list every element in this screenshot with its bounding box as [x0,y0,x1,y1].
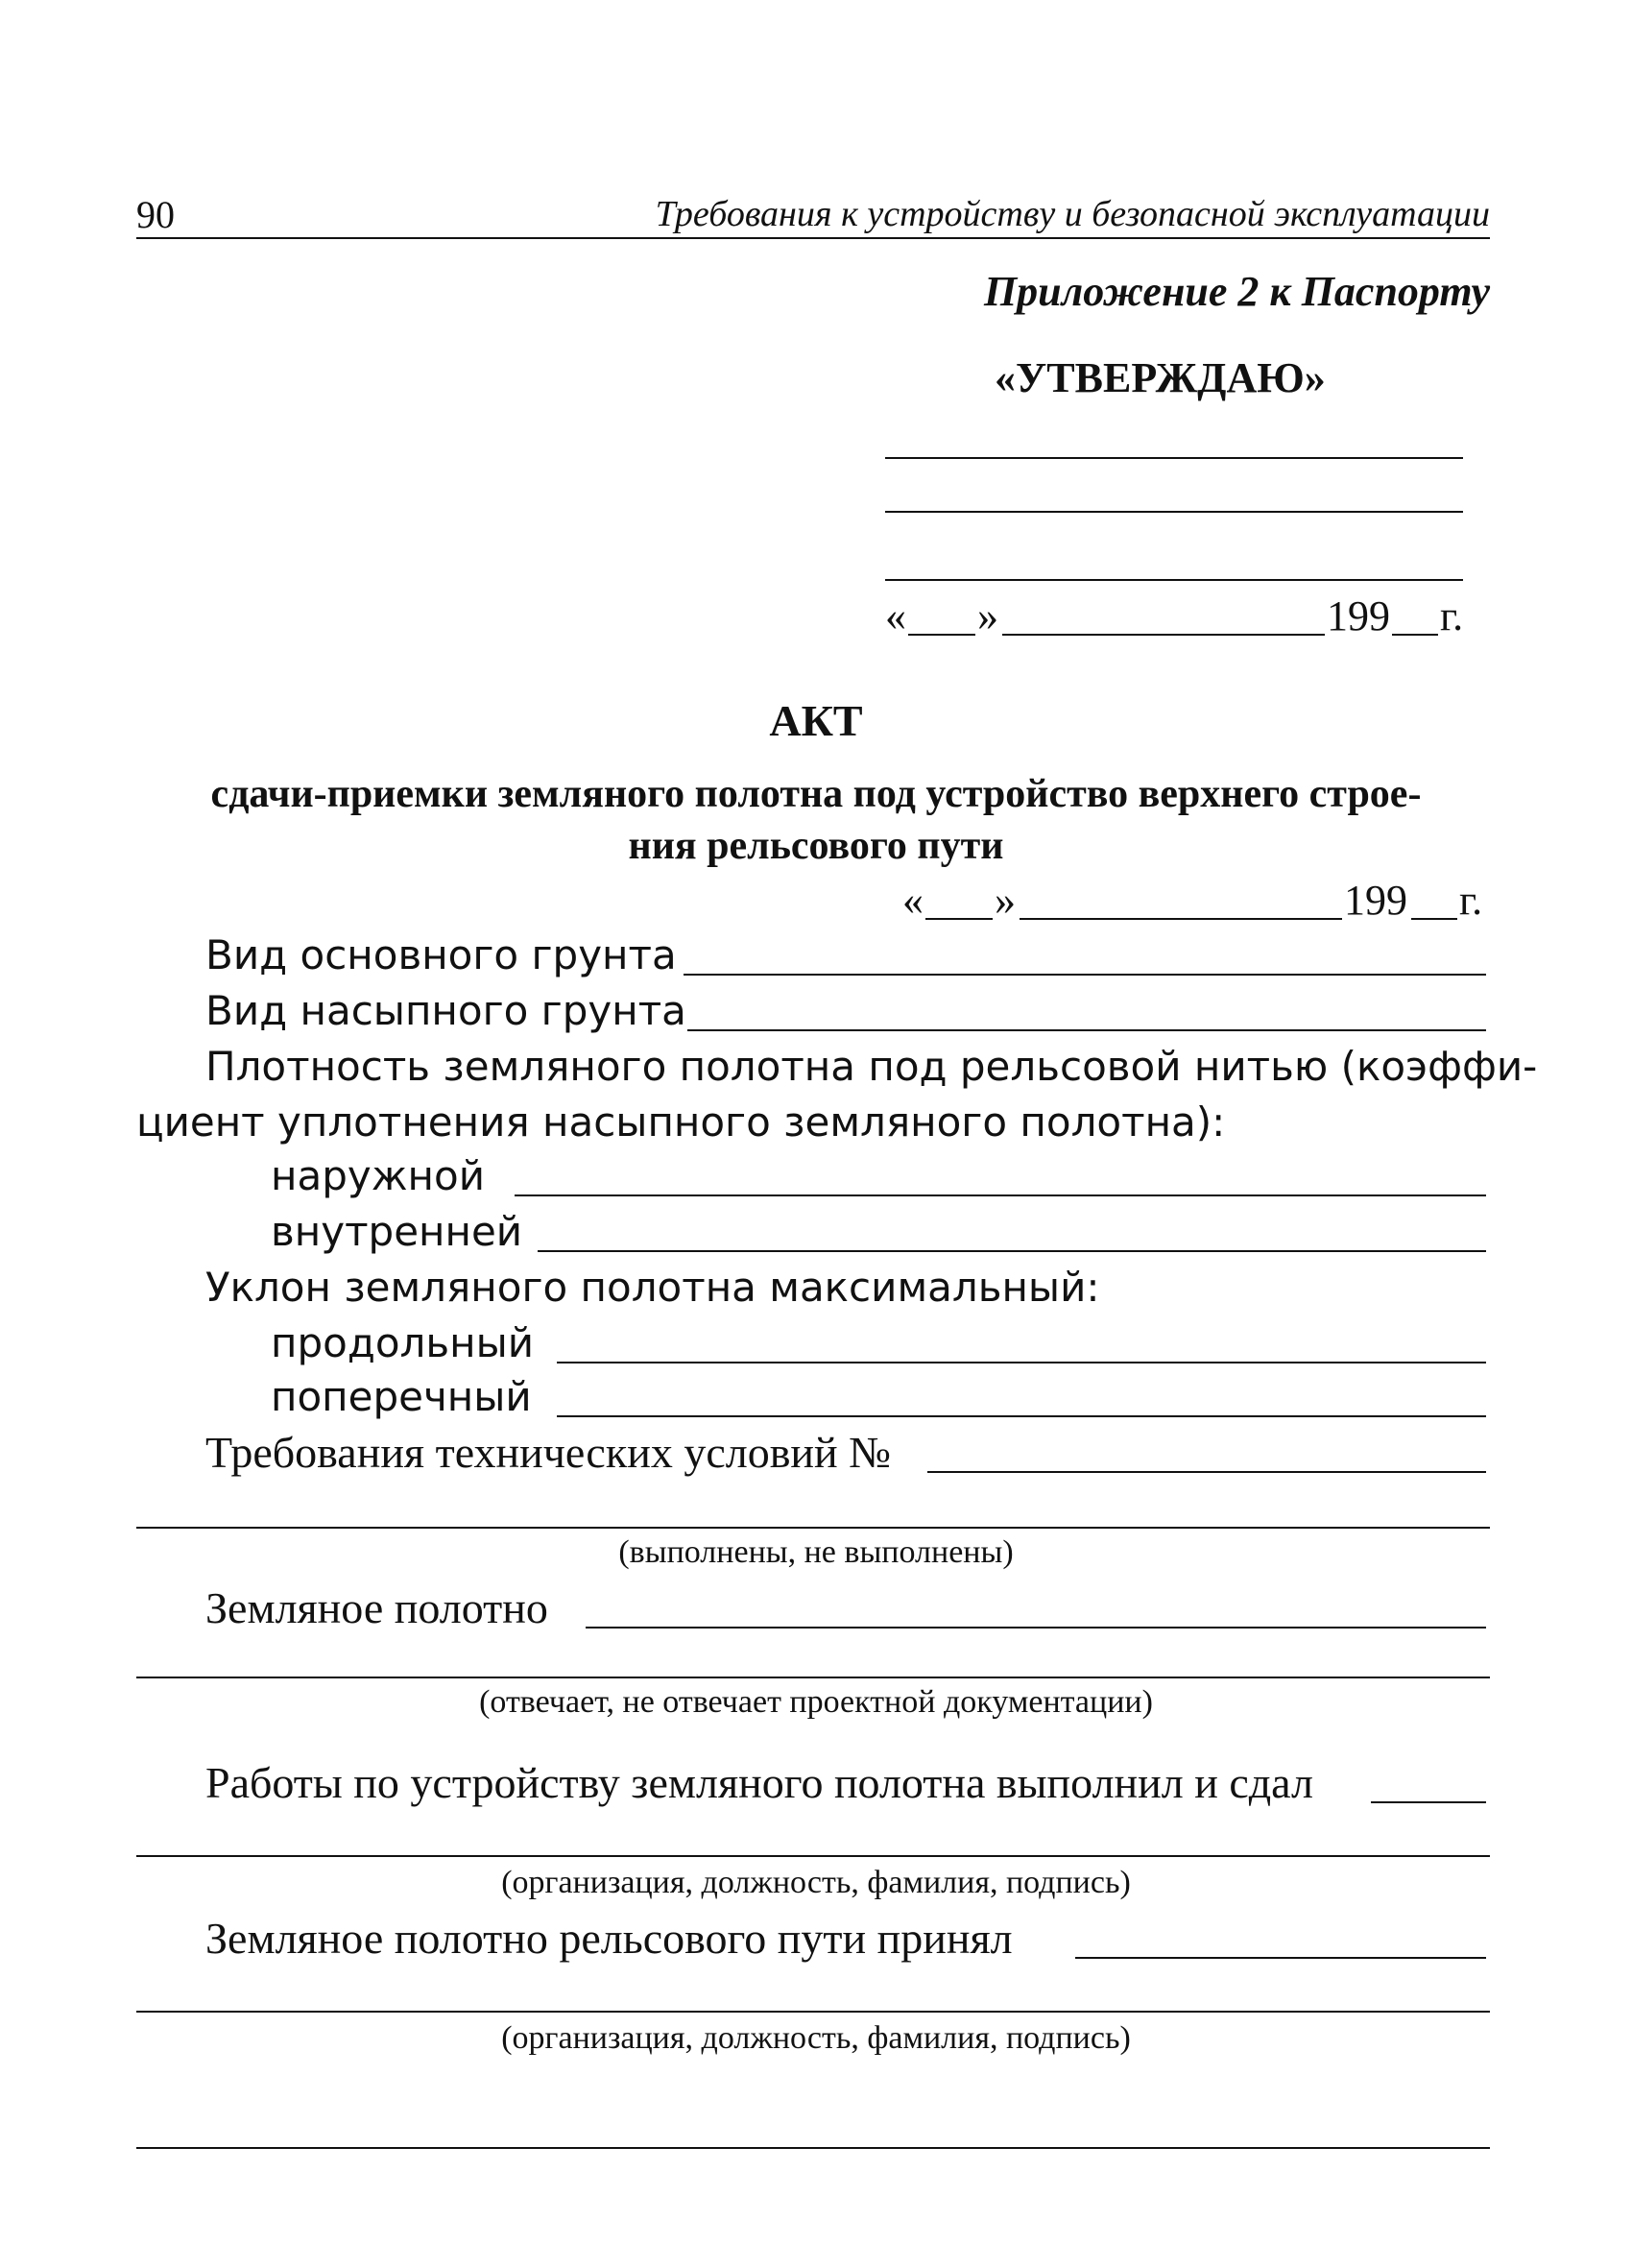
approval-day-blank [908,634,975,636]
act-year-blank [1411,918,1457,920]
inner-label: внутренней [271,1208,523,1255]
works-done-signature-field[interactable] [136,1855,1490,1857]
main-soil-label: Вид основного грунта [205,931,677,978]
accepted-field[interactable] [1075,1957,1486,1959]
roadbed-result-field[interactable] [136,1677,1490,1678]
approve-stamp: «УТВЕРЖДАЮ» [995,354,1326,401]
tech-requirements-label: Требования технических условий № [205,1428,892,1477]
outer-label: наружной [271,1152,486,1199]
approver-line-1 [885,457,1463,459]
approval-year-blank [1392,634,1438,636]
header-rule [136,237,1490,239]
density-text-line-1: Плотность земляного полотна под рельсовой нитью (коэффи- [205,1043,1538,1090]
transverse-field[interactable] [557,1415,1486,1417]
works-done-field[interactable] [1371,1801,1486,1803]
works-done-label: Работы по устройству земляного полотна выполнил и сдал [205,1758,1313,1807]
accepted-signature-field[interactable] [136,2011,1490,2013]
approver-line-3 [885,579,1463,581]
inner-field[interactable] [538,1250,1486,1252]
act-month-blank [1020,918,1342,920]
works-done-caption: (организация, должность, фамилия, подпись) [501,1865,1131,1900]
fill-soil-field[interactable] [687,1029,1486,1031]
density-text-line-2: циент уплотнения насыпного земляного полотна): [136,1098,1226,1146]
approval-month-blank [1002,634,1325,636]
tech-requirements-caption: (выполнены, не выполнены) [618,1534,1014,1570]
roadbed-label: Земляное полотно [205,1583,548,1632]
longitudinal-label: продольный [271,1319,535,1366]
longitudinal-field[interactable] [557,1362,1486,1363]
tech-requirements-number-field[interactable] [927,1471,1486,1473]
main-soil-field[interactable] [684,974,1486,976]
slope-label: Уклон земляного полотна максимальный: [205,1264,1100,1311]
accepted-label: Земляное полотно рельсового пути принял [205,1914,1013,1963]
roadbed-caption: (отвечает, не отвечает проектной документации) [479,1684,1153,1720]
fill-soil-label: Вид насыпного грунта [205,987,686,1034]
document-title: АКТ [769,696,863,745]
roadbed-field[interactable] [586,1627,1486,1629]
tech-requirements-result-field[interactable] [136,1527,1490,1529]
document-page: 90 Требования к устройству и безопасной эксплуатации Приложение 2 к Паспорту «УТВЕРЖДАЮ» « » 199 г. АКТ сдачи-приемки земляного полотна под устройство верхнего строе- ния рельсового пути « » 199 г. Вид основного грунта Вид насыпного грунта Плотность земляного полотна под рельсовой нитью (коэффи- циент уплотнения насыпного земляного полотна): наружной внутренней Уклон земляного полотна максимальный: продольный поперечный Требования технических условий № (выполнены, не выполнены) Земляное полотно (отвечает, не отвечает проектной документации) Работы по устройству земляного полотна выполнил и сдал (организация, должность, фамилия, подпись) Земляное полотно рельсового пути принял (организация, должность, фамилия, подпись) [0,0,1632,2268]
bottom-rule [136,2147,1490,2149]
document-subtitle-line-2: ния рельсового пути [628,824,1004,868]
approver-line-2 [885,511,1463,513]
appendix-label: Приложение 2 к Паспорту [983,268,1490,315]
outer-field[interactable] [515,1194,1486,1196]
accepted-caption: (организация, должность, фамилия, подпись) [501,2020,1131,2056]
document-subtitle-line-1: сдачи-приемки земляного полотна под устройство верхнего строе- [210,772,1422,816]
running-title: Требования к устройству и безопасной эксплуатации [655,194,1490,234]
page-number: 90 [136,193,175,236]
act-day-blank [925,918,993,920]
transverse-label: поперечный [271,1373,532,1420]
